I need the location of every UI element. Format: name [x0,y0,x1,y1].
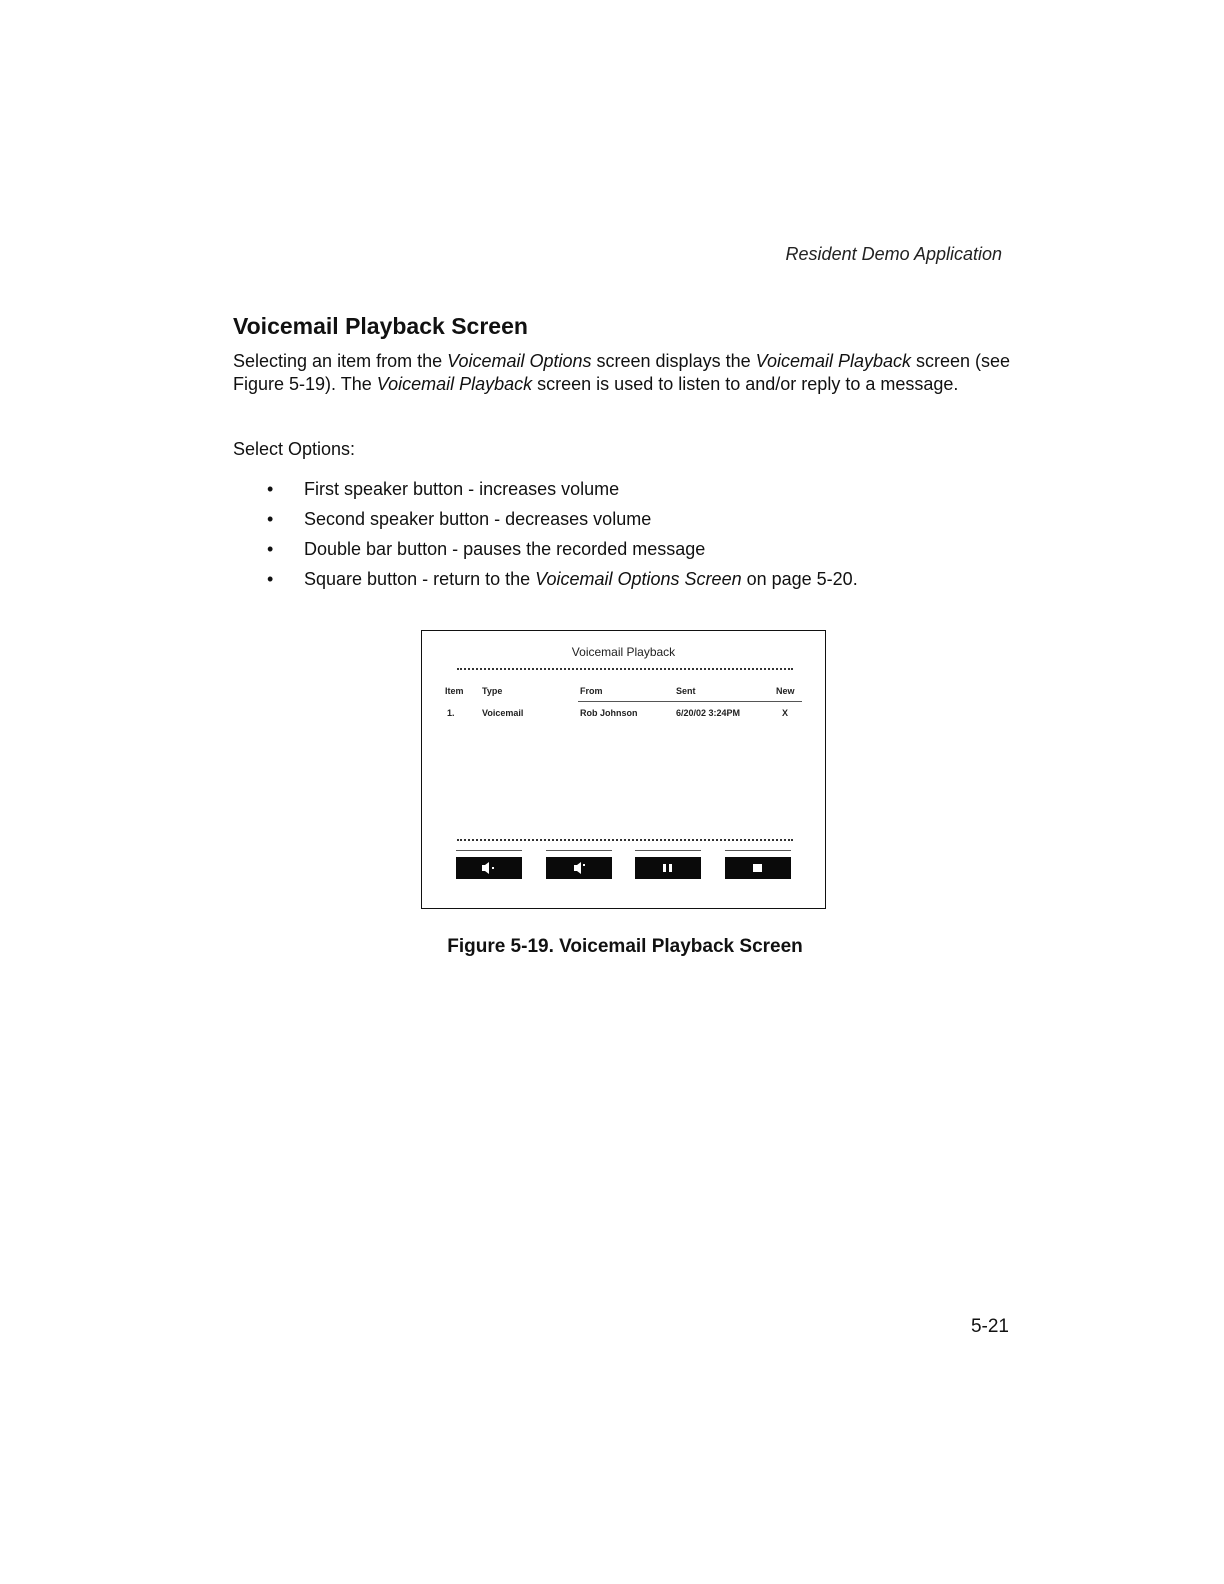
list-item-text: Square button - return to the [304,569,536,589]
list-item [262,537,858,567]
volume-down-button[interactable] [546,857,612,879]
list-item-text: Second speaker button - decreases volume [304,509,652,529]
list-item [262,567,858,597]
intro-text: screen displays the [591,351,756,371]
table-cell-type[interactable]: Voicemail [482,708,524,718]
list-item-text: Double bar button - pauses the recorded message [304,539,706,559]
divider-bottom [457,839,793,841]
volume-up-button[interactable] [456,857,522,879]
button-rule [635,850,701,851]
intro-emphasis: Voicemail Playback [755,351,912,371]
pause-button[interactable] [635,857,701,879]
select-options-label: Select Options: [233,439,356,459]
intro-emphasis: Voicemail Options [447,351,592,371]
options-list [262,477,858,597]
stop-button[interactable] [725,857,791,879]
speaker-down-icon [546,857,612,879]
intro-text: Selecting an item from the [233,351,448,371]
speaker-up-icon [456,857,522,879]
column-header-sent: Sent [676,686,696,696]
list-item [262,507,858,537]
column-header-type: Type [482,686,503,696]
intro-text: screen (see Figure 5-19). The [233,351,1011,394]
column-header-from: From [580,686,603,696]
button-rule [456,850,522,851]
table-cell-item[interactable]: 1. [447,708,455,718]
running-header: Resident Demo Application [785,244,1002,264]
column-header-item: Item [445,686,464,696]
intro-text: screen is used to listen to and/or reply to a message. [532,374,959,394]
bullet-icon: • [267,479,274,499]
bullet-icon: • [267,509,274,529]
figure-caption: Figure 5-19. Voicemail Playback Screen [447,936,803,957]
bullet-icon: • [267,539,274,559]
list-item [262,477,858,507]
intro-paragraph [233,350,1023,396]
intro-emphasis: Voicemail Playback [376,374,533,394]
button-rule [725,850,791,851]
button-rule [546,850,612,851]
list-item-emphasis: Voicemail Options Screen [535,569,742,589]
bullet-icon: • [267,569,274,589]
voicemail-playback-figure [421,630,826,909]
table-cell-sent[interactable]: 6/20/02 3:24PM [676,708,741,718]
page-number: 5-21 [970,1316,1009,1337]
column-header-new: New [776,686,795,696]
divider-top [457,668,793,670]
screen-title: Voicemail Playback [571,645,676,659]
section-title: Voicemail Playback Screen [233,313,528,339]
table-cell-new[interactable]: X [782,708,789,718]
pause-icon [635,857,701,879]
table-cell-from[interactable]: Rob Johnson [580,708,638,718]
stop-icon [725,857,791,879]
header-underline [578,701,802,702]
list-item-text: First speaker button - increases volume [304,479,620,499]
list-item-text: on page 5-20. [741,569,858,589]
